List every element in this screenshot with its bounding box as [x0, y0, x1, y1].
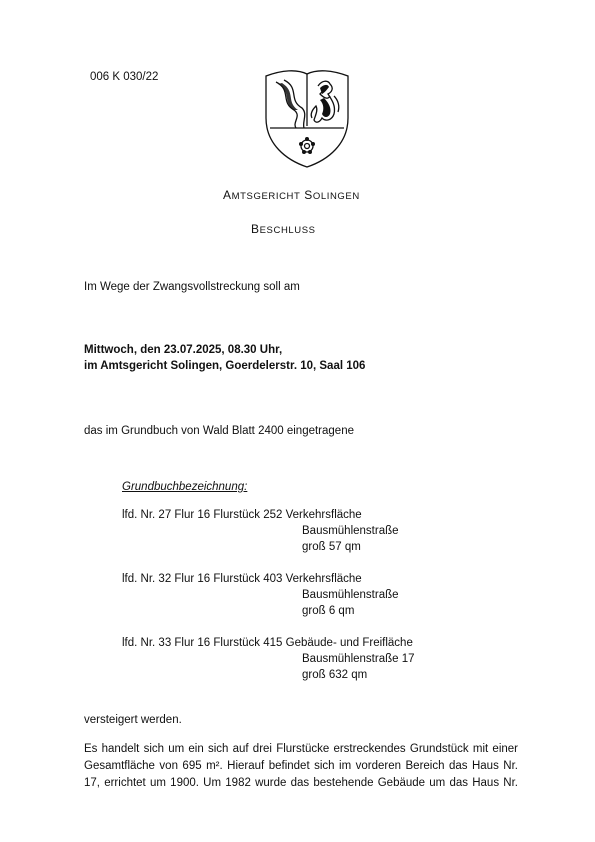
description-line: 17, errichtet um 1900. Um 1982 wurde das bestehende Gebäude um das Haus Nr. [84, 777, 518, 789]
land-register-heading: Grundbuchbezeichnung: [122, 481, 248, 493]
description-line: Es handelt sich um ein sich auf drei Flurstücke erstreckendes Grundstück mit einer [84, 743, 518, 755]
parcel-entry-1-street: Bausmühlenstraße [302, 525, 399, 537]
parcel-entry-2-street: Bausmühlenstraße [302, 589, 399, 601]
parcel-entry-3-size: groß 632 qm [302, 669, 368, 681]
parcel-entry-1: lfd. Nr. 27 Flur 16 Flurstück 252 Verkehrsfläche [122, 509, 362, 521]
parcel-entry-2-size: groß 6 qm [302, 605, 355, 617]
appointment-date: Mittwoch, den 23.07.2025, 08.30 Uhr, [84, 344, 283, 356]
document-type: BESCHLUSS [251, 222, 316, 236]
register-text: das im Grundbuch von Wald Blatt 2400 eingetragene [84, 425, 354, 437]
parcel-entry-3: lfd. Nr. 33 Flur 16 Flurstück 415 Gebäude- und Freifläche [122, 637, 413, 649]
appointment-location: im Amtsgericht Solingen, Goerdelerstr. 10, Saal 106 [84, 360, 366, 372]
auction-text: versteigert werden. [84, 714, 182, 726]
parcel-entry-1-size: groß 57 qm [302, 541, 361, 553]
description-line: Gesamtfläche von 695 m². Hierauf befindet sich im vorderen Bereich das Haus Nr. [84, 760, 518, 772]
parcel-entry-2: lfd. Nr. 32 Flur 16 Flurstück 403 Verkehrsfläche [122, 573, 362, 585]
coat-of-arms-emblem [262, 66, 352, 170]
court-name: AMTSGERICHT SOLINGEN [223, 188, 360, 202]
intro-text: Im Wege der Zwangsvollstreckung soll am [84, 281, 300, 293]
parcel-entry-3-street: Bausmühlenstraße 17 [302, 653, 415, 665]
property-description [84, 741, 518, 792]
file-number: 006 K 030/22 [90, 71, 159, 83]
